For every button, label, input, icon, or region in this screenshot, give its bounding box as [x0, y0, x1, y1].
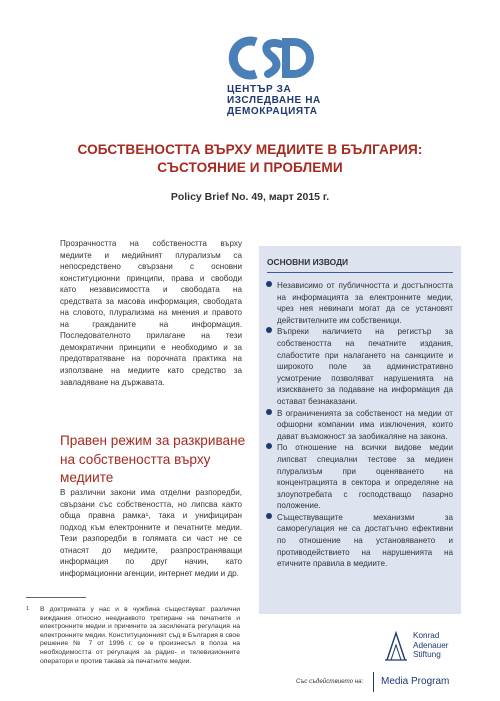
- kas-logo: [383, 628, 483, 668]
- conclusion-text: В ограниченията за собственост на медии от офшорни компании има изключения, които дават възможност за заобикаляне на закона.: [277, 408, 453, 441]
- logo-text: [227, 84, 327, 117]
- key-conclusions-box: [259, 246, 461, 614]
- kas-logo-mark: [383, 630, 409, 662]
- csd-logo: [216, 36, 321, 126]
- footnote-mark: 1: [26, 606, 30, 612]
- intro-section: [60, 238, 242, 388]
- media-program-divider: [373, 672, 374, 692]
- bullet-icon: [266, 409, 272, 415]
- bullet-icon: [266, 443, 272, 449]
- section-body: [60, 487, 242, 579]
- intro-paragraph: Прозрачността на собствеността върху медиите и медийният плурализъм са непосредствено свързани с основни конституционни принципи, права и свободи като независимостта и свободата на средствата за масова информация, свободата на словото, плурализма на мнения и правото на гражданите на информация. Последователното прилагане на тези демократични принципи е необходимо и за предотвратяване на порочната практика на използване на медиите като средство за завладяване на държавата.: [60, 239, 242, 387]
- key-conclusions-list: [265, 280, 453, 570]
- logo-line-1: ЦЕНТЪР ЗА: [227, 84, 292, 95]
- bullet-icon: [266, 281, 272, 287]
- bullet-icon: [266, 327, 272, 333]
- conclusion-item: [265, 408, 453, 443]
- kas-name-line-1: Konrad: [413, 631, 440, 640]
- kas-name-line-3: Stiftung: [413, 650, 441, 660]
- conclusion-text: Независимо от публичността и достъпността на информацията за електронните медии, чрез нея невинаги могат да се установят действителните им собственици.: [277, 281, 453, 325]
- conclusion-item: [265, 442, 453, 512]
- footnote-text: В доктрината у нас и в чужбина съществуват различни виждания относно нееднаквото третиране на печатните и електронните медии и причините за засилената регулация на електронните медии. Конституционният съд в България в свое решение № 7 от 1996 г. се е произнесъл в полза на необходимостта от регулация за радио- и телевизионните оператори и против такава за печатните медии.: [40, 606, 240, 665]
- title-line-2: СЪСТОЯНИЕ И ПРОБЛЕМИ: [157, 160, 343, 175]
- key-conclusions-heading: ОСНОВНИ ИЗВОДИ: [267, 257, 349, 267]
- section-heading: Правен режим за разкриване на собствеността върху медиите: [60, 433, 246, 485]
- bullet-icon: [266, 513, 272, 519]
- logo-line-2: ИЗСЛЕДВАНЕ НА: [227, 95, 321, 106]
- conclusion-text: Съществуващите механизми за саморегулация не са достатъчно ефективни по отношение на установяването и противодействието на нарушенията на етичните правила в медиите.: [277, 512, 453, 569]
- kas-name-line-2: Adenauer: [413, 640, 449, 650]
- csd-logo-mark: [216, 36, 316, 84]
- conclusion-item: [265, 512, 453, 570]
- key-conclusions-rule: [267, 272, 453, 273]
- conclusion-text: Въпреки наличието на регистър за собствеността на печатните издания, слабостите при налагането на санкциите и широкото поле за административно усмотрение позволяват нарушенията на изискването за подаване на информация да остават безнаказани.: [277, 327, 453, 406]
- logo-line-3: ДЕМОКРАЦИЯТА: [227, 106, 318, 117]
- support-label: Със съдействието на:: [296, 678, 364, 685]
- conclusion-item: [265, 280, 453, 326]
- section-paragraph: В различни закони има отделни разпоредби, свързани със собствеността, но липсва както обща правна рамка¹, така и унифициран подход към електронните и печатните медии. Тези разпоредби в голямата си част не се отнасят до медиите, разпространяващи информация по друг начин, като информационни агенции, интернет медии и др.: [60, 488, 242, 578]
- conclusion-item: [265, 326, 453, 407]
- kas-name: [413, 631, 449, 660]
- media-program-label: Media Program: [381, 676, 450, 687]
- conclusion-text: По отношение на всички видове медии липсват специални тестове за медиен плурализъм при оценяването на концентрацията в сектора и определяне на злоупотребата с господстващо пазарно положение.: [277, 443, 453, 511]
- title-line-1: СОБСТВЕНОСТТА ВЪРХУ МЕДИИТЕ В БЪЛГАРИЯ:: [77, 142, 423, 157]
- document-title: [40, 141, 460, 177]
- document-subtitle: Policy Brief No. 49, март 2015 г.: [170, 191, 330, 203]
- footnote-divider: [26, 597, 86, 598]
